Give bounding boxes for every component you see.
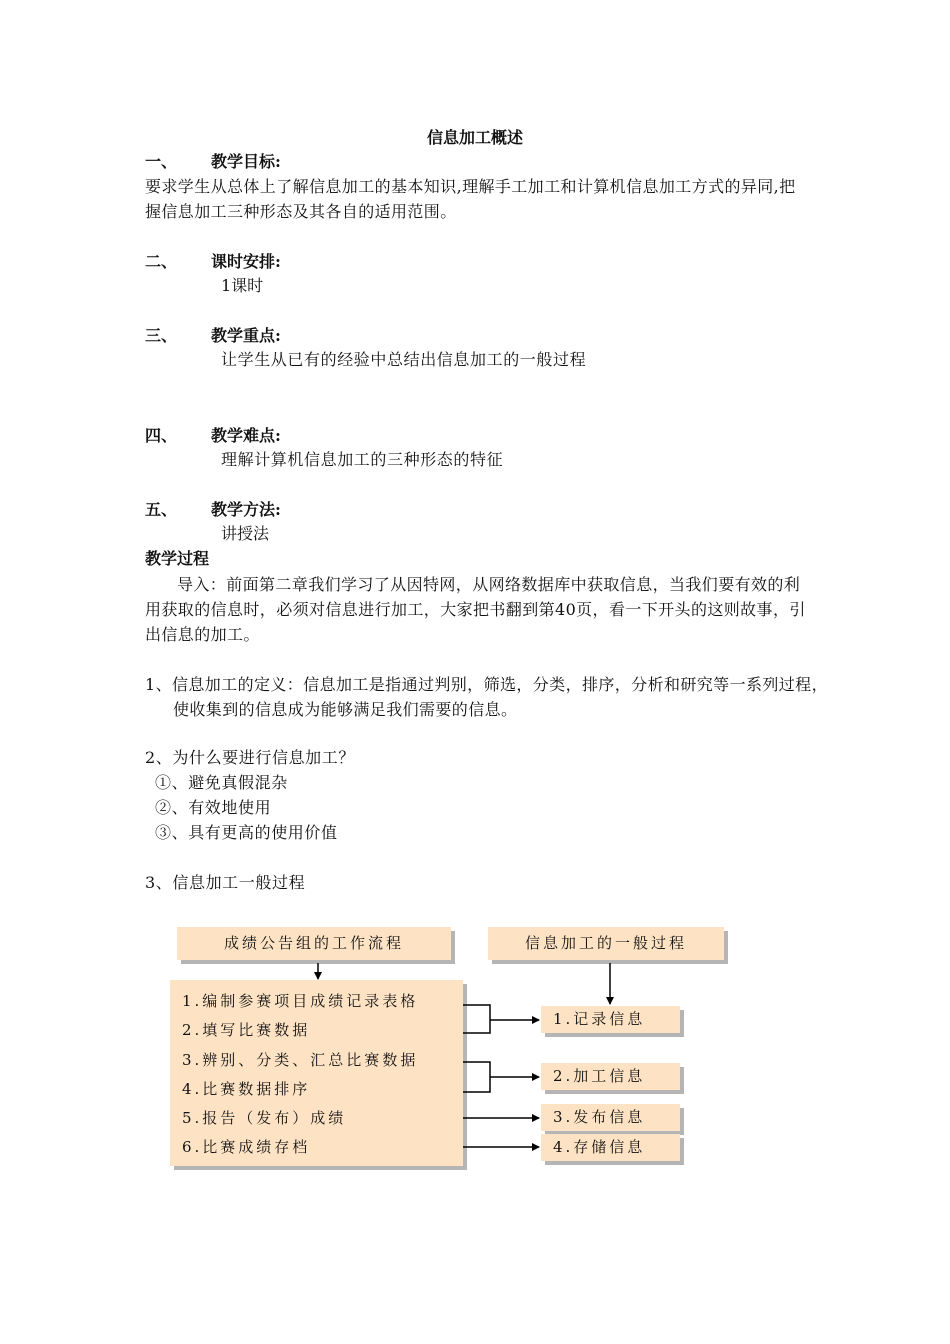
section-1-number: 一、 xyxy=(145,152,178,171)
process-step-box: 2.加工信息 xyxy=(541,1063,680,1090)
section-5-heading: 教学方法: xyxy=(211,500,281,519)
workflow-step: 4.比赛数据排序 xyxy=(182,1080,311,1098)
section-1-text: 要求学生从总体上了解信息加工的基本知识,理解手工加工和计算机信息加工方式的异同,把握信息加工三种形态及其各自的适用范围。 xyxy=(145,177,796,221)
workflow-step: 1.编制参赛项目成绩记录表格 xyxy=(182,992,419,1010)
section-5-text: 讲授法 xyxy=(221,524,270,543)
reason-item: ①、避免真假混杂 xyxy=(155,773,288,792)
section-3-number: 三、 xyxy=(145,326,178,345)
bracket-1 xyxy=(463,1005,490,1033)
section-2-heading: 课时安排: xyxy=(211,252,281,271)
left-title-box: 成绩公告组的工作流程 xyxy=(177,927,451,960)
process-step-box: 3.发布信息 xyxy=(541,1104,680,1131)
section-4-text: 理解计算机信息加工的三种形态的特征 xyxy=(221,450,504,469)
general-process-item: 3、信息加工一般过程 xyxy=(145,873,306,892)
right-title-box: 信息加工的一般过程 xyxy=(488,927,724,960)
section-3-text: 让学生从已有的经验中总结出信息加工的一般过程 xyxy=(221,350,587,369)
process-heading: 教学过程 xyxy=(145,549,210,568)
section-2-number: 二、 xyxy=(145,252,178,271)
workflow-step: 5.报告（发布）成绩 xyxy=(182,1109,347,1127)
section-2-text: 1课时 xyxy=(221,276,264,295)
workflow-step: 2.填写比赛数据 xyxy=(182,1021,311,1039)
section-1-heading: 教学目标: xyxy=(211,152,281,171)
workflow-step: 6.比赛成绩存档 xyxy=(182,1138,311,1156)
page-title: 信息加工概述 xyxy=(426,128,523,147)
section-3-heading: 教学重点: xyxy=(211,326,281,345)
why-process-item: 2、为什么要进行信息加工？ xyxy=(145,748,355,767)
section-4-number: 四、 xyxy=(145,426,178,445)
definition-item: 1、信息加工的定义：信息加工是指通过判别，筛选，分类，排序，分析和研究等一系列过程，使收集到的信息成为能够满足我们需要的信息。 xyxy=(145,675,828,719)
process-intro: 导入：前面第二章我们学习了从因特网，从网络数据库中获取信息，当我们要有效的利用获取的信息时，必须对信息进行加工，大家把书翻到第40页，看一下开头的这则故事，引出信息的加工。 xyxy=(145,575,806,644)
reason-item: ③、具有更高的使用价值 xyxy=(155,823,338,842)
workflow-step: 3.辨别、分类、汇总比赛数据 xyxy=(182,1051,419,1069)
bracket-2 xyxy=(463,1062,490,1092)
section-4-heading: 教学难点: xyxy=(211,426,281,445)
reason-item: ②、有效地使用 xyxy=(155,798,272,817)
process-step-box: 4.存储信息 xyxy=(541,1134,680,1161)
process-step-box: 1.记录信息 xyxy=(541,1006,680,1033)
section-5-number: 五、 xyxy=(145,500,178,519)
